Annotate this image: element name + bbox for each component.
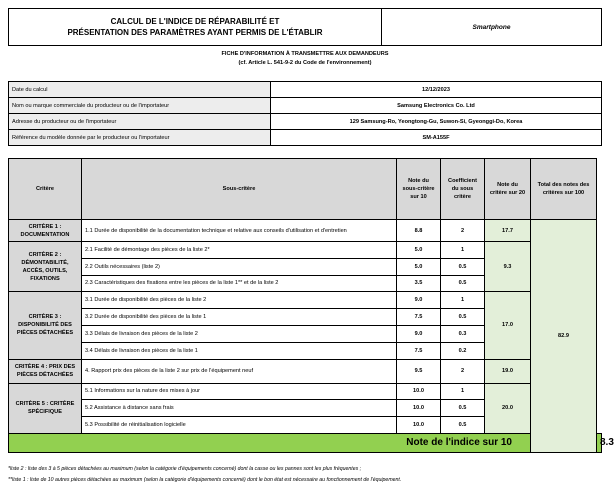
sub-coef: 2 bbox=[441, 359, 485, 383]
fiche-line-1: FICHE D'INFORMATION À TRANSMETTRE AUX DEMANDEURS bbox=[221, 51, 389, 57]
sub-criterion: 2.2 Outils nécessaires (liste 2) bbox=[82, 258, 397, 275]
table-row bbox=[9, 242, 602, 259]
fiche-subtitle bbox=[8, 50, 602, 68]
indice-label: Note de l'indice sur 10 bbox=[9, 433, 531, 452]
indice-value: 8.3 bbox=[597, 433, 602, 452]
product-category: Smartphone bbox=[472, 23, 511, 31]
col-critere: Critère bbox=[9, 159, 82, 220]
sub-coef: 0.5 bbox=[441, 275, 485, 292]
criterion-note: 20.0 bbox=[485, 383, 531, 433]
criterion-note: 9.3 bbox=[485, 242, 531, 292]
score-table bbox=[8, 158, 614, 453]
sub-note: 9.5 bbox=[397, 359, 441, 383]
info-value: 12/12/2023 bbox=[271, 82, 602, 98]
sub-criterion: 1.1 Durée de disponibilité de la documentation technique et relative aux conseils d'utilisation et d'entretien bbox=[82, 220, 397, 242]
sub-coef: 0.2 bbox=[441, 342, 485, 359]
info-label: Référence du modèle donnée par le producteur ou l'importateur bbox=[9, 130, 271, 146]
sub-note: 10.0 bbox=[397, 400, 441, 417]
criterion-note: 17.7 bbox=[485, 220, 531, 242]
sub-note: 7.5 bbox=[397, 342, 441, 359]
sub-note: 5.0 bbox=[397, 258, 441, 275]
sub-criterion: 2.1 Facilité de démontage des pièces de la liste 2* bbox=[82, 242, 397, 259]
sub-note: 9.0 bbox=[397, 292, 441, 309]
sub-criterion: 5.2 Assistance à distance sans frais bbox=[82, 400, 397, 417]
sub-note: 9.0 bbox=[397, 325, 441, 342]
total-100: 82.9 bbox=[531, 220, 597, 453]
sub-coef: 0.5 bbox=[441, 400, 485, 417]
info-row bbox=[9, 114, 602, 130]
info-row bbox=[9, 82, 602, 98]
info-value: Samsung Electronics Co. Ltd bbox=[271, 98, 602, 114]
sub-criterion: 5.3 Possibilité de réinitialisation logicielle bbox=[82, 417, 397, 434]
sub-coef: 0.5 bbox=[441, 258, 485, 275]
col-note-20: Note du critère sur 20 bbox=[485, 159, 531, 220]
sub-criterion: 3.2 Durée de disponibilité des pièces de la liste 1 bbox=[82, 309, 397, 326]
indice-row bbox=[9, 433, 602, 452]
footnote-1: *liste 2 : liste des 3 à 5 pièces détachées au maximum (selon la catégorie d'équipements concerné) dont la casse ou les pannes sont les plus fréquentes ; bbox=[8, 466, 362, 472]
sub-note: 5.0 bbox=[397, 242, 441, 259]
sub-criterion: 3.1 Durée de disponibilité des pièces de la liste 2 bbox=[82, 292, 397, 309]
col-sous-critere: Sous-critère bbox=[82, 159, 397, 220]
info-row bbox=[9, 130, 602, 146]
info-label: Nom ou marque commerciale du producteur ou de l'importateur bbox=[9, 98, 271, 114]
footnote-2: **liste 1 : liste de 10 autres pièces détachées au maximum (selon la catégorie d'équipements concerné) dont le bon état est nécessaire au fonctionnement de l'équipement. bbox=[8, 477, 402, 483]
table-row bbox=[9, 383, 602, 400]
fiche-line-2: (cf. Article L. 541-9-2 du Code de l'environnement) bbox=[238, 60, 372, 66]
sub-note: 3.5 bbox=[397, 275, 441, 292]
criterion-name: CRITÈRE 4 : PRIX DES PIÈCES DÉTACHÉES bbox=[9, 359, 82, 383]
sub-coef: 1 bbox=[441, 292, 485, 309]
criterion-name: CRITÈRE 3 : DISPONIBILITÉ DES PIÈCES DÉTACHÉES bbox=[9, 292, 82, 359]
col-total: Total des notes des critères sur 100 bbox=[531, 159, 597, 220]
sub-criterion: 3.4 Délais de livraison des pièces de la liste 1 bbox=[82, 342, 397, 359]
info-table bbox=[8, 81, 602, 146]
table-header bbox=[9, 159, 602, 220]
title-line-2: PRÉSENTATION DES PARAMÈTRES AYANT PERMIS DE L'ÉTABLIR bbox=[67, 28, 323, 37]
info-label: Date du calcul bbox=[9, 82, 271, 98]
sub-coef: 1 bbox=[441, 242, 485, 259]
col-coef: Coefficient du sous critère bbox=[441, 159, 485, 220]
sub-coef: 0.5 bbox=[441, 309, 485, 326]
info-row bbox=[9, 98, 602, 114]
sub-coef: 0.5 bbox=[441, 417, 485, 434]
info-value: 129 Samsung-Ro, Yeongtong-Gu, Suwon-Si, Gyeonggi-Do, Korea bbox=[271, 114, 602, 130]
criterion-name: CRITÈRE 2 : DÉMONTABILITÉ, ACCÈS, OUTILS, FIXATIONS bbox=[9, 242, 82, 292]
table-row bbox=[9, 359, 602, 383]
sub-criterion: 2.3 Caractéristiques des fixations entre les pièces de la liste 1** et de la liste 2 bbox=[82, 275, 397, 292]
sub-note: 10.0 bbox=[397, 417, 441, 434]
sub-coef: 0.3 bbox=[441, 325, 485, 342]
title-line-1: CALCUL DE L'INDICE DE RÉPARABILITÉ ET bbox=[110, 17, 280, 26]
sub-criterion: 5.1 Informations sur la nature des mises à jour bbox=[82, 383, 397, 400]
criterion-name: CRITÈRE 1 : DOCUMENTATION bbox=[9, 220, 82, 242]
document-title bbox=[9, 9, 382, 45]
sub-note: 8.8 bbox=[397, 220, 441, 242]
col-note-sous: Note du sous-critère sur 10 bbox=[397, 159, 441, 220]
info-value: SM-A155F bbox=[271, 130, 602, 146]
header bbox=[8, 8, 602, 46]
info-label: Adresse du producteur ou de l'importateur bbox=[9, 114, 271, 130]
sub-note: 10.0 bbox=[397, 383, 441, 400]
sub-coef: 1 bbox=[441, 383, 485, 400]
criterion-note: 19.0 bbox=[485, 359, 531, 383]
table-row bbox=[9, 220, 602, 242]
sub-coef: 2 bbox=[441, 220, 485, 242]
criterion-name: CRITÈRE 5 : CRITÈRE SPÉCIFIQUE bbox=[9, 383, 82, 433]
sub-note: 7.5 bbox=[397, 309, 441, 326]
sub-criterion: 4. Rapport prix des pièces de la liste 2 sur prix de l'équipement neuf bbox=[82, 359, 397, 383]
sub-criterion: 3.3 Délais de livraison des pièces de la liste 2 bbox=[82, 325, 397, 342]
criterion-note: 17.0 bbox=[485, 292, 531, 359]
table-row bbox=[9, 292, 602, 309]
